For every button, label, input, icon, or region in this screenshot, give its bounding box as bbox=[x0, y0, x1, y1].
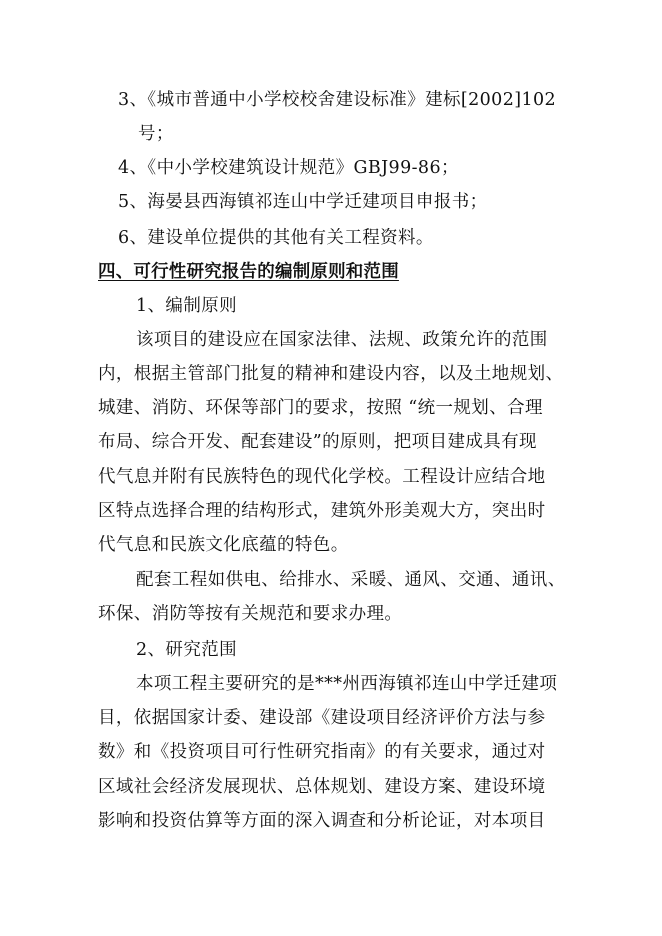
principle-paragraph-line: 代气息并附有民族特色的现代化学校。工程设计应结合地 bbox=[98, 467, 546, 487]
reference-5: 5、海晏县西海镇祁连山中学迁建项目申报书； bbox=[118, 192, 488, 212]
scope-paragraph-line: 目，依据国家计委、建设部《建设项目经济评价方法与参 bbox=[98, 708, 546, 728]
subsection-1-title: 1、编制原则 bbox=[136, 296, 238, 316]
scope-paragraph-line: 区域社会经济发展现状、总体规划、建设方案、建设环境 bbox=[98, 777, 546, 797]
principle-paragraph-line: 内，根据主管部门批复的精神和建设内容，以及土地规划、 bbox=[98, 364, 564, 384]
principle-paragraph-line: 区特点选择合理的结构形式，建筑外形美观大方，突出时 bbox=[98, 501, 546, 521]
scope-paragraph-line: 数》和《投资项目可行性研究指南》的有关要求，通过对 bbox=[98, 742, 546, 762]
reference-6: 6、建设单位提供的其他有关工程资料。 bbox=[118, 228, 434, 248]
scope-paragraph-line: 影响和投资估算等方面的深入调查和分析论证，对本项目 bbox=[98, 811, 546, 831]
reference-4: 4、《中小学校建筑设计规范》GBJ99-86； bbox=[118, 158, 459, 178]
scope-paragraph-line: 本项工程主要研究的是***州西海镇祁连山中学迁建项 bbox=[136, 674, 558, 694]
subsection-2-title: 2、研究范围 bbox=[136, 640, 238, 660]
principle-paragraph-line: 代气息和民族文化底蕴的特色。 bbox=[98, 535, 349, 555]
principle-paragraph-line: 该项目的建设应在国家法律、法规、政策允许的范围 bbox=[136, 330, 548, 350]
reference-3-line2: 号； bbox=[138, 124, 174, 144]
supporting-works-paragraph-line: 环保、消防等按有关规范和要求办理。 bbox=[98, 604, 403, 624]
supporting-works-paragraph-line: 配套工程如供电、给排水、采暖、通风、交通、通讯、 bbox=[136, 570, 566, 590]
principle-paragraph-line: 布局、综合开发、配套建设”的原则，把项目建成具有现 bbox=[98, 432, 537, 452]
principle-paragraph-line: 城建、消防、环保等部门的要求，按照 “统一规划、合理 bbox=[98, 398, 543, 418]
section-heading: 四、可行性研究报告的编制原则和范围 bbox=[98, 262, 399, 282]
reference-3-line1: 3、《城市普通中小学校校舍建设标准》建标[2002]102 bbox=[118, 90, 557, 110]
